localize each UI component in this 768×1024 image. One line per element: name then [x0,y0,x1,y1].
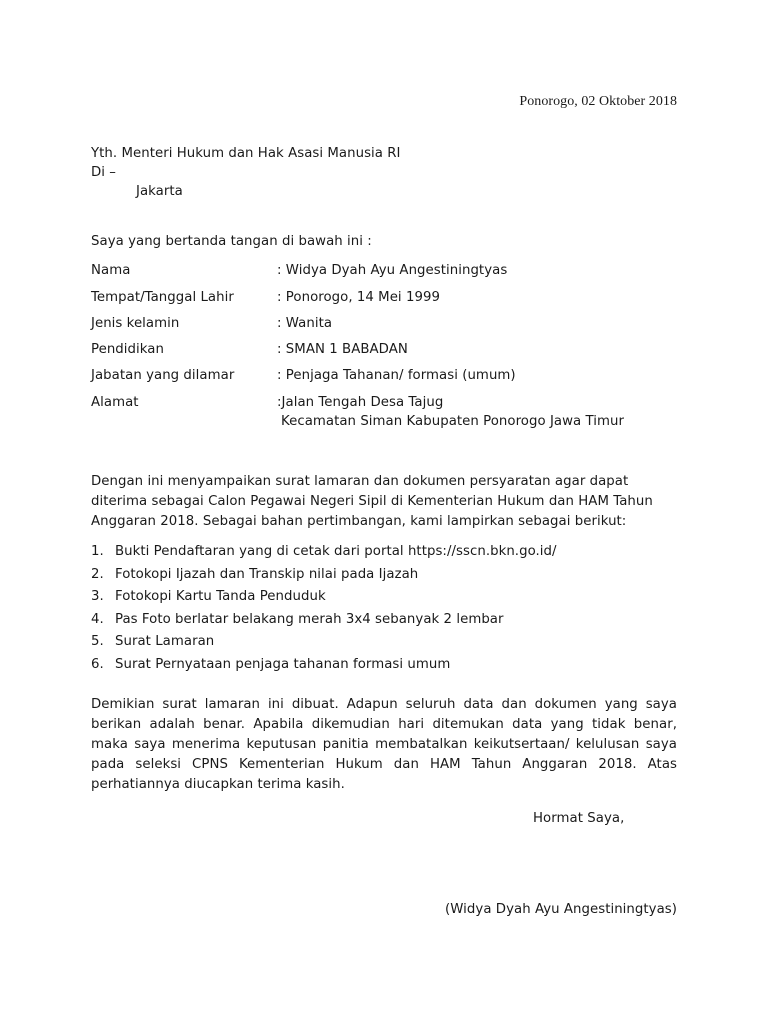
list-item-number: 5. [91,634,104,650]
list-item-number: 6. [91,656,104,672]
list-item-number: 2. [91,566,104,582]
intro-text: Saya yang bertanda tangan di bawah ini : [91,234,372,249]
list-item-text: Fotokopi Kartu Tanda Penduduk [115,589,326,605]
signer-name: (Widya Dyah Ayu Angestiningtyas) [445,902,677,917]
list-item [91,564,557,587]
list-item [91,654,557,677]
field-value-jenis-kelamin: : Wanita [277,316,333,331]
list-item-text: Pas Foto berlatar belakang merah 3x4 sebanyak 2 lembar [115,611,504,627]
recipient-title: Yth. Menteri Hukum dan Hak Asasi Manusia RI [91,146,401,161]
list-item-text: Bukti Pendaftaran yang di cetak dari portal https://sscn.bkn.go.id/ [115,544,557,559]
closing-salutation: Hormat Saya, [533,811,625,826]
list-item [91,631,557,654]
list-item-number: 3. [91,589,104,605]
field-value-alamat: :Jalan Tengah Desa Tajug [277,395,444,410]
list-item-number: 1. [91,544,104,559]
field-value-nama: : Widya Dyah Ayu Angestiningtyas [277,263,508,278]
field-label-jabatan: Jabatan yang dilamar [91,368,235,383]
attachment-list [91,541,557,677]
field-label-nama: Nama [91,263,131,278]
list-item [91,541,557,564]
field-value-alamat-line2: Kecamatan Siman Kabupaten Ponorogo Jawa Timur [281,414,625,429]
list-item-text: Fotokopi Ijazah dan Transkip nilai pada Ijazah [115,566,419,582]
recipient-city: Jakarta [136,184,183,199]
list-item [91,609,557,632]
field-value-pendidikan: : SMAN 1 BABADAN [277,342,408,357]
list-item-text: Surat Pernyataan penjaga tahanan formasi umum [115,656,451,672]
field-label-alamat: Alamat [91,395,139,410]
field-label-jenis-kelamin: Jenis kelamin [91,316,180,331]
letter-date: Ponorogo, 02 Oktober 2018 [519,94,677,109]
field-value-jabatan: : Penjaga Tahanan/ formasi (umum) [277,368,516,383]
field-label-pendidikan: Pendidikan [91,342,164,357]
list-item-number: 4. [91,611,104,627]
paragraph-statement: Demikian surat lamaran ini dibuat. Adapun seluruh data dan dokumen yang saya berikan adalah benar. Apabila dikemudian hari ditemukan data yang tidak benar, maka saya menerima keputusan panitia membatalkan keikutsertaan/ kelulusan saya pada seleksi CPNS Kementerian Hukum dan HAM Tahun Anggaran 2018. Atas perhatiannya diucapkan terima kasih. [91,697,677,792]
recipient-di: Di – [91,165,117,180]
list-item [91,586,557,609]
paragraph-application: Dengan ini menyampaikan surat lamaran dan dokumen persyaratan agar dapat diterima sebagai Calon Pegawai Negeri Sipil di Kementerian Hukum dan HAM Tahun Anggaran 2018. Sebagai bahan pertimbangan, kami lampirkan sebagai berikut: [91,474,653,529]
field-label-ttl: Tempat/Tanggal Lahir [91,290,234,305]
field-value-ttl: : Ponorogo, 14 Mei 1999 [277,290,440,305]
list-item-text: Surat Lamaran [115,634,215,650]
